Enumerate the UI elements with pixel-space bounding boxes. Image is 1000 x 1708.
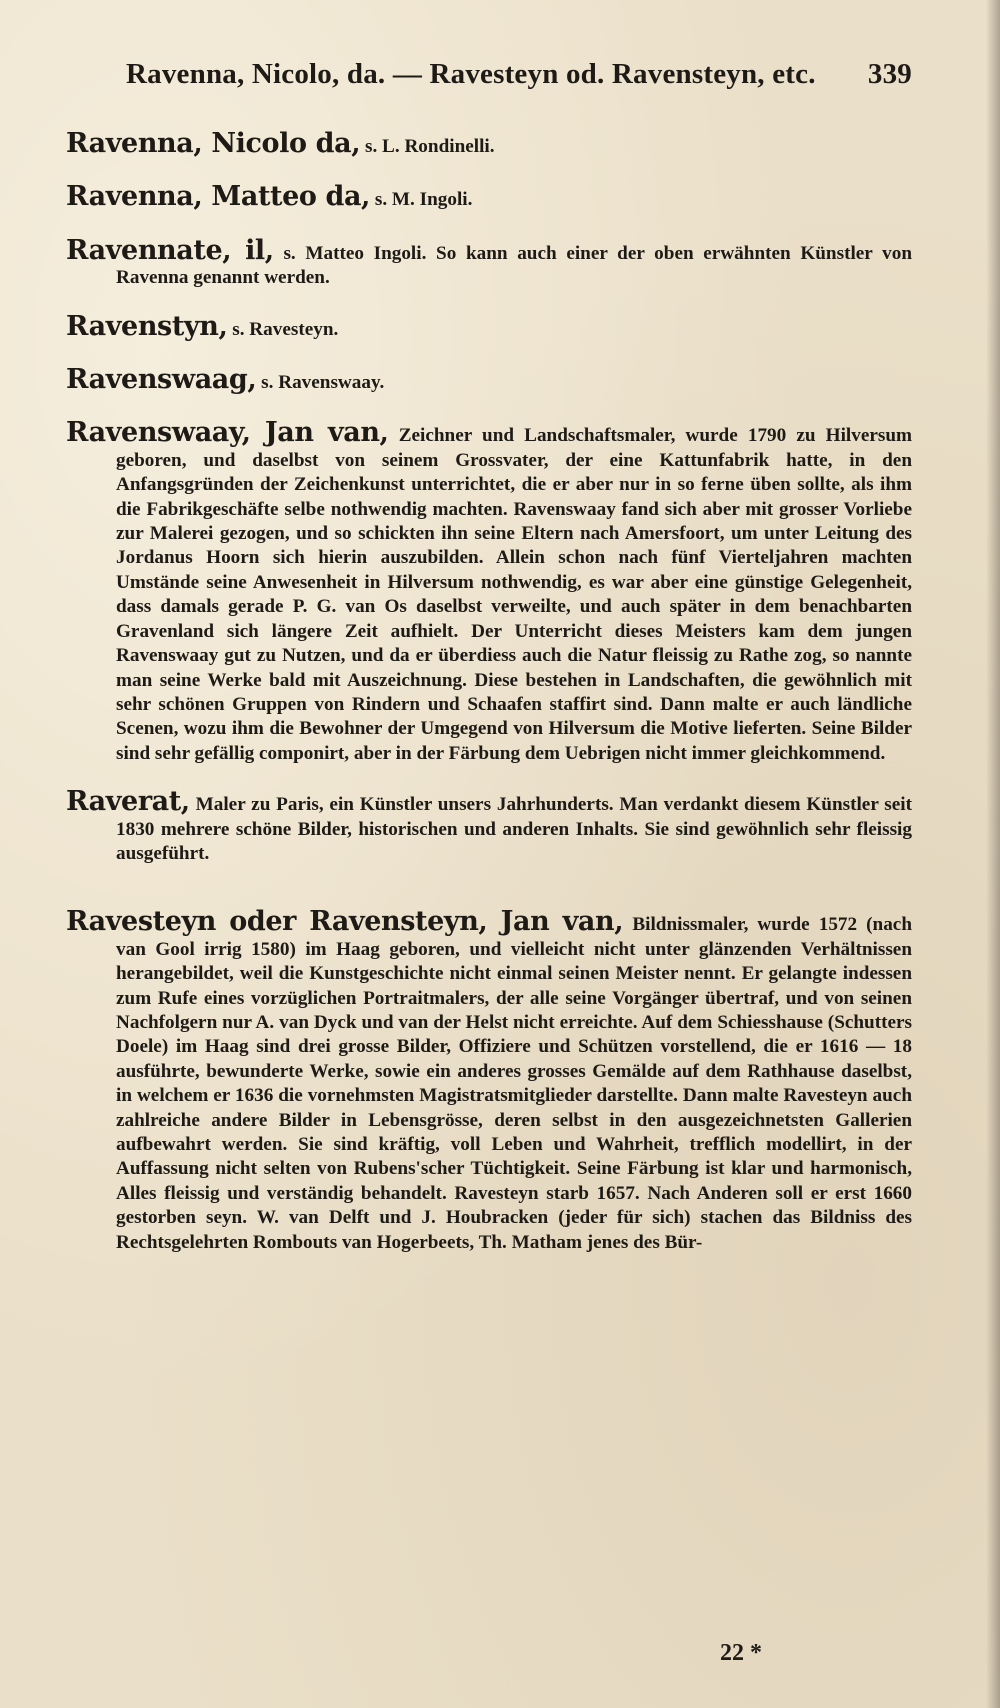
entry-ravenna-matteo	[66, 181, 912, 213]
running-head-title: Ravenna, Nicolo, da. — Ravesteyn od. Ravensteyn, etc.	[126, 58, 816, 90]
entry-raverat	[66, 786, 913, 866]
entry-headword: Ravenna, Matteo da,	[66, 181, 371, 213]
entry-text: Zeichner und Landschaftsmaler, wurde 1790 zu Hilversum geboren, und daselbst von seinem Grossvater, der eine Kattunfabrik hatte, in den Anfangsgründen der Zeichenkunst unterrichtet, die er aber nur in so ferne üben sollte, als ihm die Fabrikgeschäfte selbe nothwendig machten. Ravenswaay fand sich aber mit grosser Vorliebe zur Malerei gezogen, und so schickten ihn seine Eltern nach Amersfoort, um unter Leitung des Jordanus Hoorn sich hierin auszubilden. Allein schon nach fünf Vierteljahren machten Umstände seine Anwesenheit in Hilversum nothwendig, es war aber eine günstige Gelegenheit, dass damals gerade P. G. van Os daselbst verweilte, und auch später in dem benachbarten Gravenland sich längere Zeit aufhielt. Der Unterricht dieses Meisters kam dem jungen Ravenswaay gut zu Nutzen, und da er überdiess auch die Natur fleissig zu Rathe zog, so nannte man seine Werke bald mit Auszeichnung. Diese bestehen in Landschaften, die gewöhnlich mit sehr schönen Gruppen von Rindern und Schaafen staffirt sind. Dann malte er auch ländliche Scenen, wozu ihm die Bewohner der Umgegend von Hilversum die Motive lieferten. Seine Bilder sind sehr gefällig componirt, aber in der Färbung dem Uebrigen nicht immer gleichkommend.	[116, 425, 912, 764]
entry-headword: Ravenswaag,	[66, 364, 257, 396]
entry-text: s. Matteo Ingoli. So kann auch einer der oben erwähnten Künstler von Ravenna genannt werden.	[116, 242, 912, 289]
page-number: 339	[867, 58, 912, 90]
entry-text: s. Ravesteyn.	[232, 318, 339, 340]
entry-headword: Ravenstyn,	[66, 310, 228, 342]
lexicon-entries	[66, 128, 913, 1255]
entry-headword: Ravennate, il,	[66, 234, 274, 266]
entry-ravenstyn	[66, 310, 912, 342]
running-head	[66, 58, 912, 98]
entry-headword: Raverat,	[66, 786, 190, 818]
entry-text: s. M. Ingoli.	[374, 189, 473, 211]
entry-headword: Ravenswaay, Jan van,	[66, 417, 389, 449]
entry-ravesteyn	[66, 906, 912, 1255]
entry-text: s. Ravenswaay.	[261, 372, 385, 394]
entry-ravenswaag	[66, 364, 912, 396]
signature-mark: 22 *	[720, 1640, 762, 1666]
entry-text: Maler zu Paris, ein Künstler unsers Jahrhunderts. Man verdankt diesem Künstler seit 1830 mehrere schöne Bilder, historischen und anderen Inhalts. Sie sind gewöhnlich sehr fleissig ausgeführt.	[116, 794, 913, 864]
entry-text: Bildnissmaler, wurde 1572 (nach van Gool irrig 1580) im Haag geboren, und vielleicht nicht unter glänzenden Verhältnissen herangebildet, weil die Kunstgeschichte nicht einmal seinen Meister nennt. Er gelangte indessen zum Rufe eines vorzüglichen Portraitmalers, der alle seine Vorgänger übertraf, und von seinen Nachfolgern nur A. van Dyck und van der Helst nicht erreichte. Auf dem Schiesshause (Schutters Doele) im Haag sind drei grosse Bilder, Offiziere und Schützen vorstellend, die er 1616 — 18 ausführte, bewunderte Werke, sowie ein anderes grosses Gemälde auf dem Rathhause daselbst, in welchem er 1636 die vornehmsten Magistratsmitglieder darstellte. Dann malte Ravesteyn auch zahlreiche andere Bilder in Lebensgrösse, deren selbst in den ausgezeichnetsten Gallerien aufbewahrt werden. Sie sind kräftig, voll Leben und Wahrheit, trefflich modellirt, in der Auffassung nicht selten von Rubens'scher Tüchtigkeit. Seine Färbung ist klar und harmonisch, Alles fleissig und verständig behandelt. Ravesteyn starb 1657. Nach Anderen soll er erst 1660 gestorben seyn. W. van Delft und J. Houbracken (jeder für sich) stachen das Bildniss des Rechtsgelehrten Rombouts van Hogerbeets, Th. Matham jenes des Bür-	[116, 914, 912, 1253]
entry-ravenna-nicolo	[66, 128, 912, 159]
entry-ravenswaay	[66, 417, 912, 766]
entry-headword: Ravesteyn oder Ravensteyn, Jan van,	[66, 906, 624, 938]
entry-headword: Ravenna, Nicolo da,	[66, 128, 361, 159]
entry-ravennate	[66, 234, 912, 291]
entry-text: s. L. Rondinelli.	[365, 136, 495, 157]
